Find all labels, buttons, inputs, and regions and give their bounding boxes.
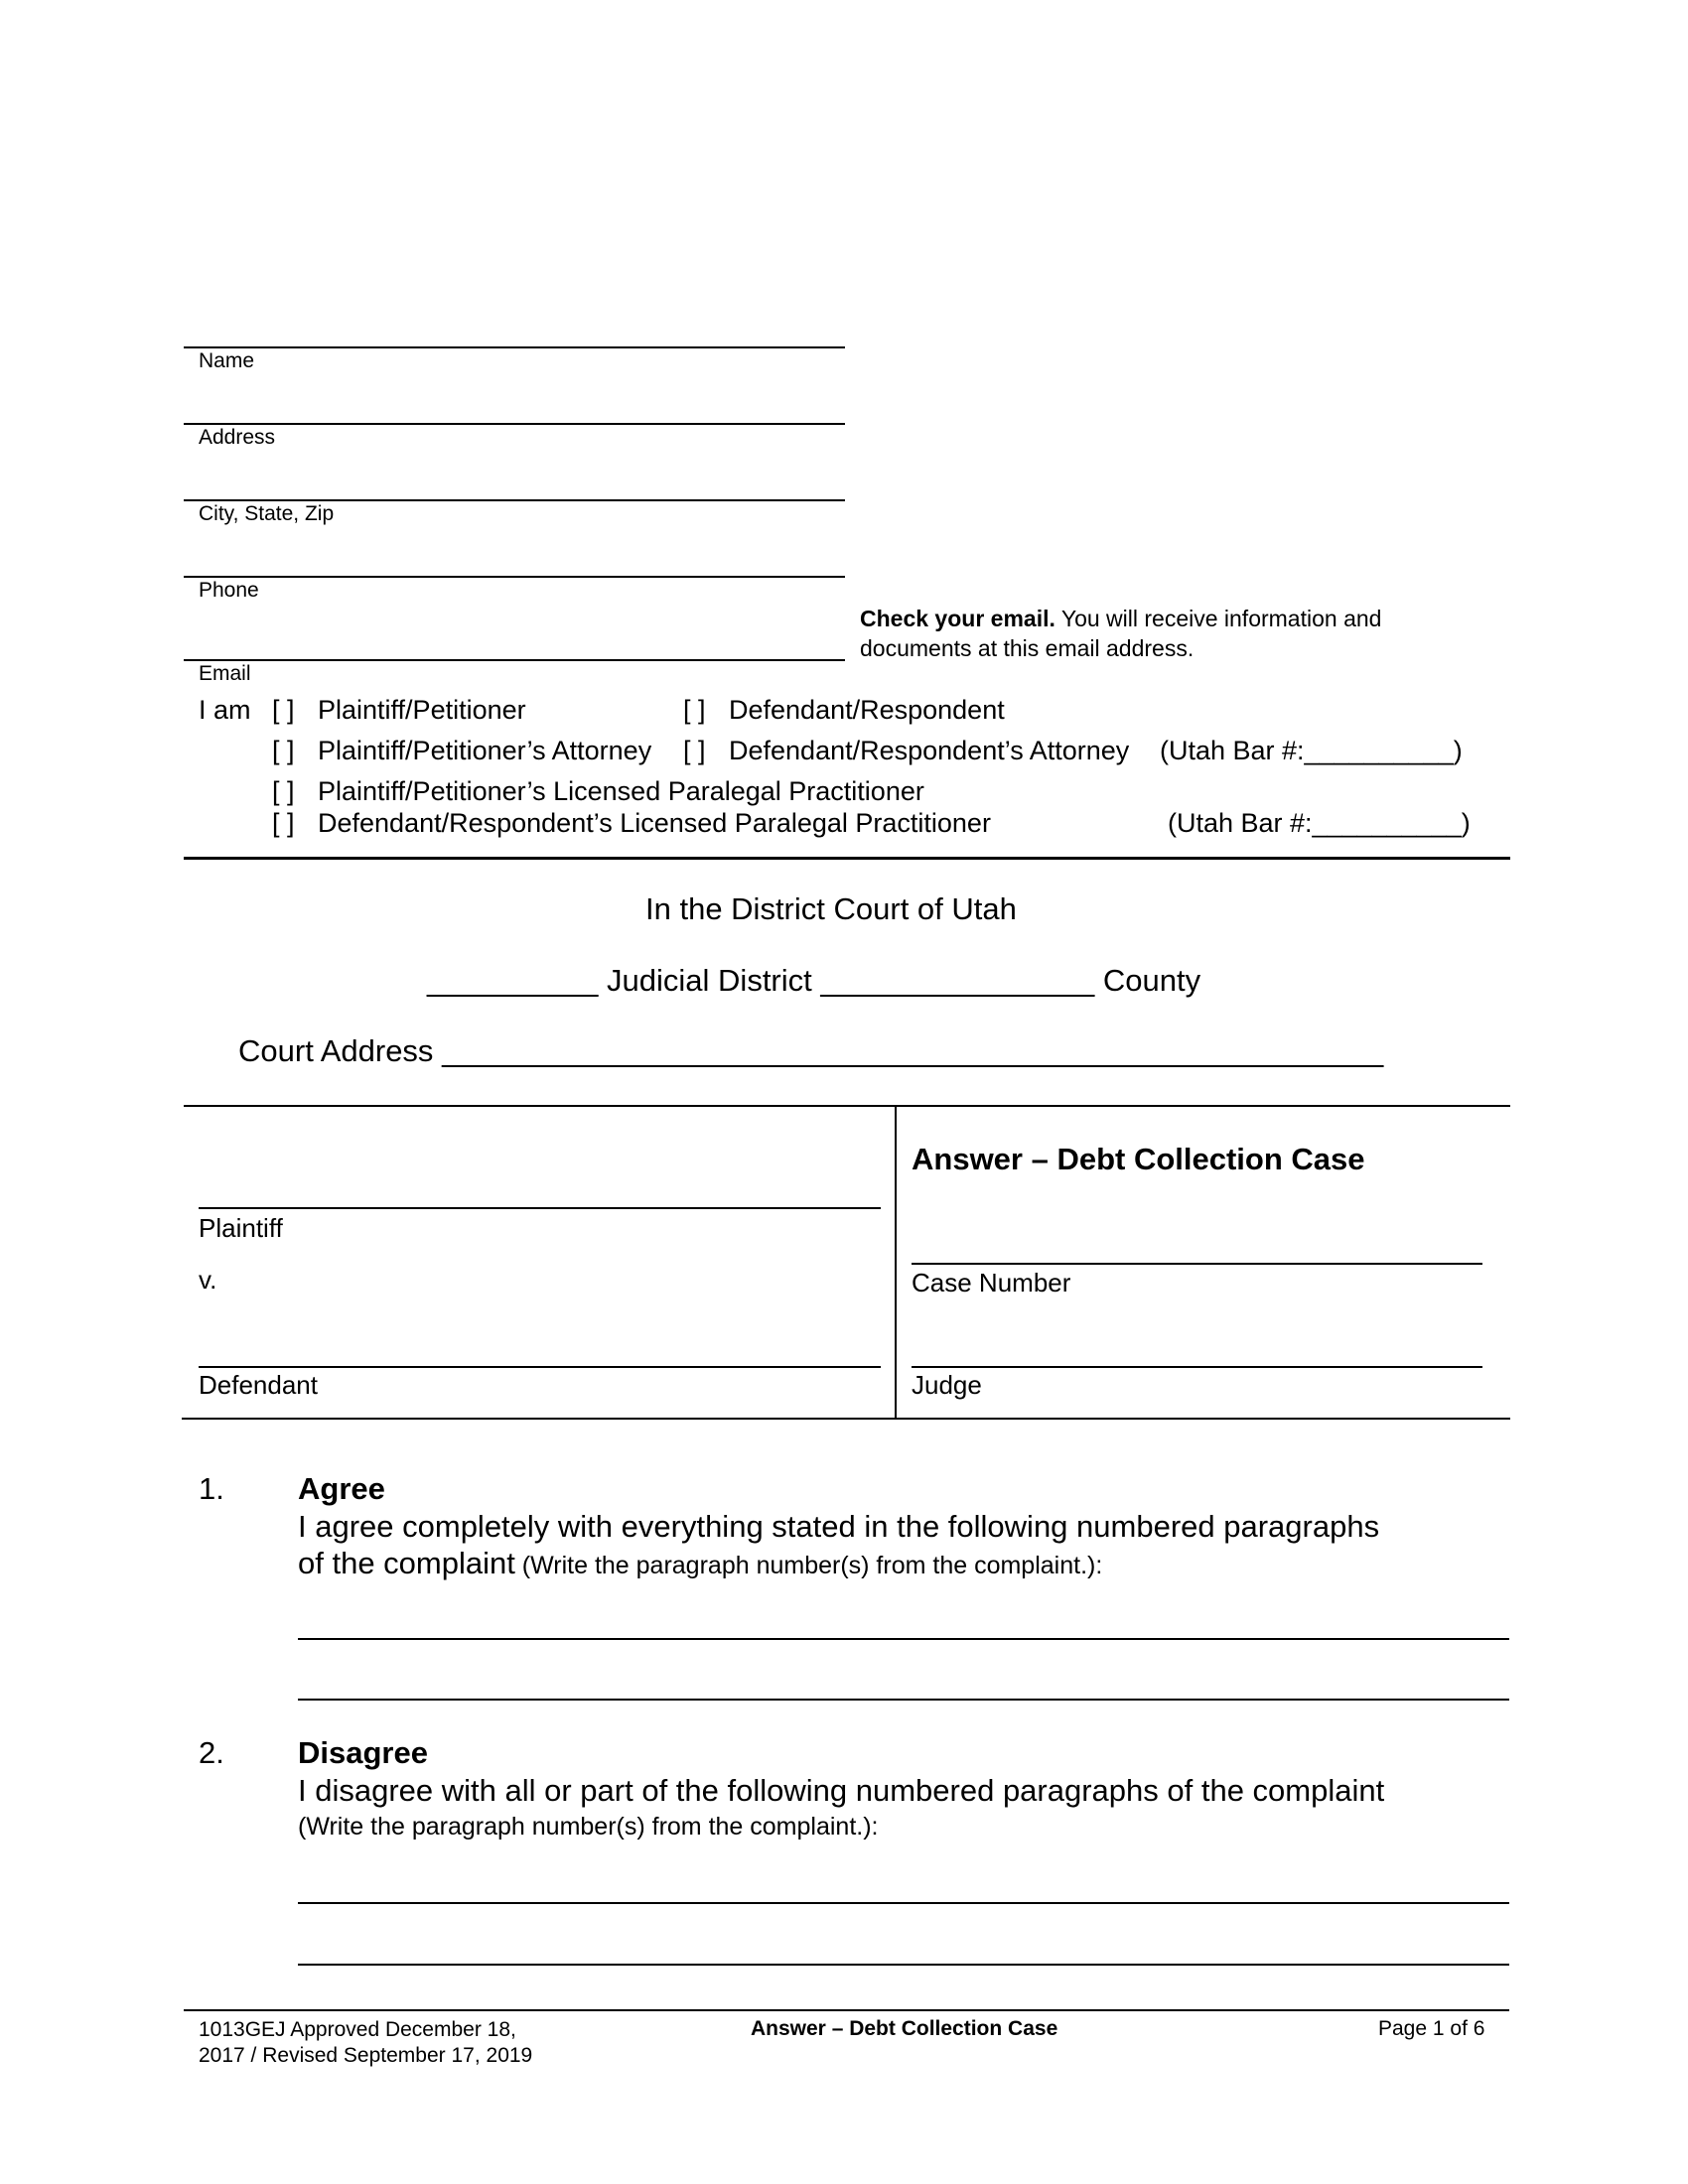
court-title: In the District Court of Utah [645,891,1017,926]
checkbox-defendant-attorney[interactable]: [ ] [683,736,706,765]
name-label: Name [199,349,255,372]
county-input[interactable]: ________________ [820,963,1095,998]
address-label: Address [199,426,276,449]
judge-line[interactable] [912,1366,1482,1368]
section-1-text-line1: I agree completely with everything stated in the following numbered paragraphs [298,1509,1380,1544]
court-address-row [238,1033,1383,1069]
footer-form-info [199,2017,532,2069]
city-state-zip-label: City, State, Zip [199,502,335,525]
checkbox-plaintiff-lpp[interactable]: [ ] [272,776,295,806]
section-2-answer-line-1[interactable] [298,1902,1509,1904]
plaintiff-label: Plaintiff [199,1213,283,1243]
role-plaintiff-attorney: Plaintiff/Petitioner’s Attorney [318,736,652,765]
checkbox-plaintiff-attorney[interactable]: [ ] [272,736,295,765]
judge-label: Judge [912,1370,982,1400]
checkbox-defendant[interactable]: [ ] [683,695,706,725]
judicial-district-label: Judicial District [607,963,812,998]
role-defendant: Defendant/Respondent [729,695,1005,725]
section-1-heading: Agree [298,1471,385,1506]
utah-bar-number-2[interactable]: (Utah Bar #:__________) [1168,808,1471,838]
county-label: County [1102,963,1201,998]
caption-bottom-border [182,1418,1510,1420]
email-note-rest: You will receive information and [1055,606,1382,631]
section-1-text-complaint: of the complaint [298,1546,515,1580]
i-am-label: I am [199,695,251,725]
phone-line[interactable] [184,576,845,578]
city-state-zip-line[interactable] [184,499,845,501]
versus-label: v. [199,1265,217,1295]
section-2-number: 2. [199,1735,224,1770]
email-note-line2: documents at this email address. [860,635,1195,661]
phone-label: Phone [199,579,259,602]
checkbox-defendant-lpp[interactable]: [ ] [272,808,295,838]
checkbox-plaintiff[interactable]: [ ] [272,695,295,725]
section-2-note: (Write the paragraph number(s) from the complaint.): [298,1813,879,1841]
footer-page-number: Page 1 of 6 [1378,2017,1485,2040]
email-line[interactable] [184,659,845,661]
section-2-text-line1: I disagree with all or part of the following numbered paragraphs of the complaint [298,1773,1385,1808]
section-2-heading: Disagree [298,1735,428,1770]
role-defendant-attorney: Defendant/Respondent’s Attorney [729,736,1130,765]
section-1-number: 1. [199,1471,224,1506]
section-1-answer-line-1[interactable] [298,1638,1509,1640]
caption-top-border [184,1105,1510,1107]
footer-form-info-line2: 2017 / Revised September 17, 2019 [199,2044,533,2067]
section-1-text-line2 [298,1546,1102,1581]
defendant-label: Defendant [199,1370,318,1400]
role-plaintiff: Plaintiff/Petitioner [318,695,526,725]
document-title: Answer – Debt Collection Case [912,1142,1365,1176]
judicial-district-input[interactable]: __________ [427,963,599,998]
caption-divider-vertical [895,1105,897,1420]
plaintiff-line[interactable] [199,1207,881,1209]
section-1-answer-line-2[interactable] [298,1699,1509,1701]
email-note [860,604,1381,663]
section-2-answer-line-2[interactable] [298,1964,1509,1966]
footer-form-info-line1: 1013GEJ Approved December 18, [199,2018,516,2041]
district-row [427,963,1200,999]
footer-divider [184,2009,1509,2011]
footer-title: Answer – Debt Collection Case [751,2017,1058,2040]
header-divider [184,857,1510,860]
name-line[interactable] [184,346,845,348]
utah-bar-number-1[interactable]: (Utah Bar #:__________) [1160,736,1463,765]
email-note-bold: Check your email. [860,606,1055,631]
role-defendant-lpp: Defendant/Respondent’s Licensed Paralegal Practitioner [318,808,991,838]
defendant-line[interactable] [199,1366,881,1368]
role-plaintiff-lpp: Plaintiff/Petitioner’s Licensed Paralegal Practitioner [318,776,924,806]
section-1-note: (Write the paragraph number(s) from the complaint.): [514,1552,1103,1579]
email-label: Email [199,662,251,685]
case-number-line[interactable] [912,1263,1482,1265]
case-number-label: Case Number [912,1268,1071,1297]
address-line[interactable] [184,423,845,425]
court-address-label: Court Address [238,1033,434,1068]
court-address-input[interactable]: _______________________________________________________ [442,1033,1384,1068]
